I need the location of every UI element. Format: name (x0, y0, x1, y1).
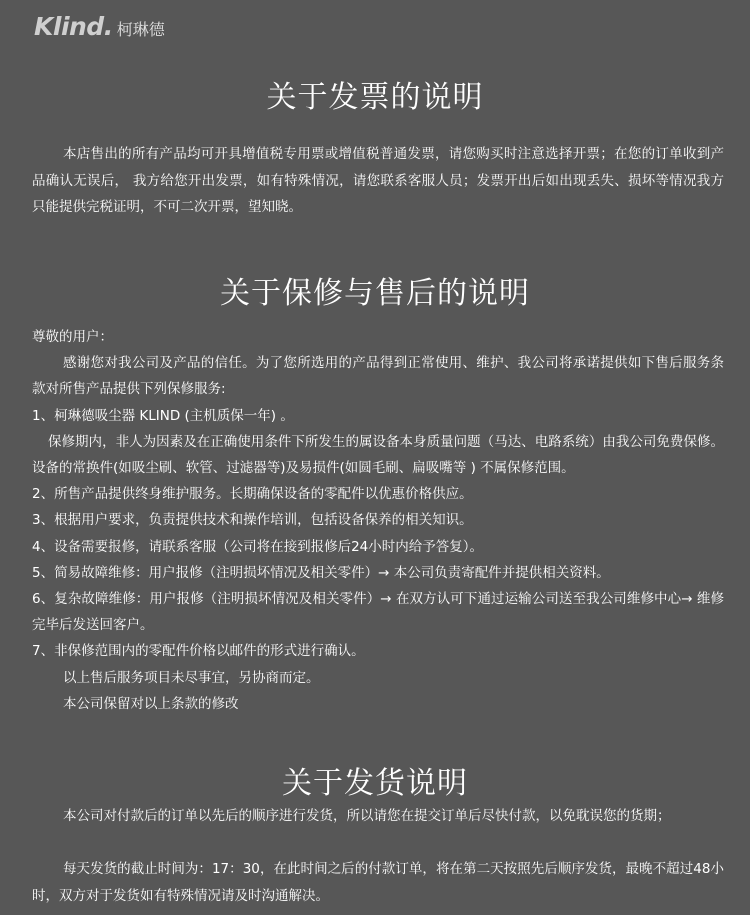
brand-logo (34, 12, 165, 41)
warranty-item-3: 3、根据用户要求，负责提供技术和操作培训，包括设备保养的相关知识。 (32, 512, 473, 529)
warranty-item-7: 7、非保修范围内的零配件价格以邮件的形式进行确认。 (32, 643, 365, 660)
invoice-body: 本店售出的所有产品均可开具增值税专用票或增值税普通发票，请您购买时注意选择开票；在您的订单收到产品确认无误后， 我方给您开出发票，如有特殊情况，请您联系客服人员；发票开出后如出现丢失、损坏等情况我方只能提供完税证明，不可二次开票，望知晓。 (32, 146, 724, 215)
warranty-item-4: 4、设备需要报修，请联系客服（公司将在接到报修后24小时内给予答复）。 (32, 538, 484, 555)
invoice-title: 关于发票的说明 (266, 80, 484, 115)
warranty-item-5: 5、简易故障维修：用户报修（注明损坏情况及相关零件）→ 本公司负责寄配件并提供相关资料。 (32, 564, 610, 581)
warranty-item-6: 6、复杂故障维修：用户报修（注明损坏情况及相关零件）→ 在双方认可下通过运输公司送至我公司维修中心→ 维修完毕后发送回客户。 (32, 591, 724, 634)
warranty-greeting: 尊敬的用户： (32, 329, 113, 345)
warranty-section (32, 324, 724, 717)
warranty-title: 关于保修与售后的说明 (220, 276, 530, 311)
warranty-item-2: 2、所售产品提供终身维护服务。长期确保设备的零配件以优惠价格供应。 (32, 486, 473, 503)
shipping-para-2: 每天发货的截止时间为：17：30，在此时间之后的付款订单，将在第二天按照先后顺序发货，最晚不超过48小时，双方对于发货如有特殊情况请及时沟通解决。 (32, 861, 724, 904)
warranty-note-2: 本公司保留对以上条款的修改 (63, 695, 239, 712)
warranty-item-1: 1、柯琳德吸尘器 KLIND (主机质保一年) 。 (32, 407, 294, 424)
shipping-para-1: 本公司对付款后的订单以先后的顺序进行发货，所以请您在提交订单后尽快付款，以免耽误您的货期； (63, 808, 671, 824)
warranty-item-1-detail: 保修期内，非人为因素及在正确使用条件下所发生的属设备本身质量问题（马达、电路系统）由我公司免费保修。设备的常换件(如吸尘刷、软管、过滤器等)及易损件(如圆毛刷、扁吸嘴等 ) 不属保修范围。 (32, 433, 724, 477)
warranty-note-1: 以上售后服务项目未尽事宜，另协商而定。 (63, 669, 320, 686)
logo-wordmark: Klind. (34, 12, 113, 41)
warranty-intro: 感谢您对我公司及产品的信任。为了您所选用的产品得到正常使用、维护、我公司将承诺提供如下售后服务条款对所售产品提供下列保修服务: (32, 355, 724, 398)
shipping-title: 关于发货说明 (282, 766, 468, 801)
logo-chinese-name: 柯琳德 (116, 20, 165, 39)
